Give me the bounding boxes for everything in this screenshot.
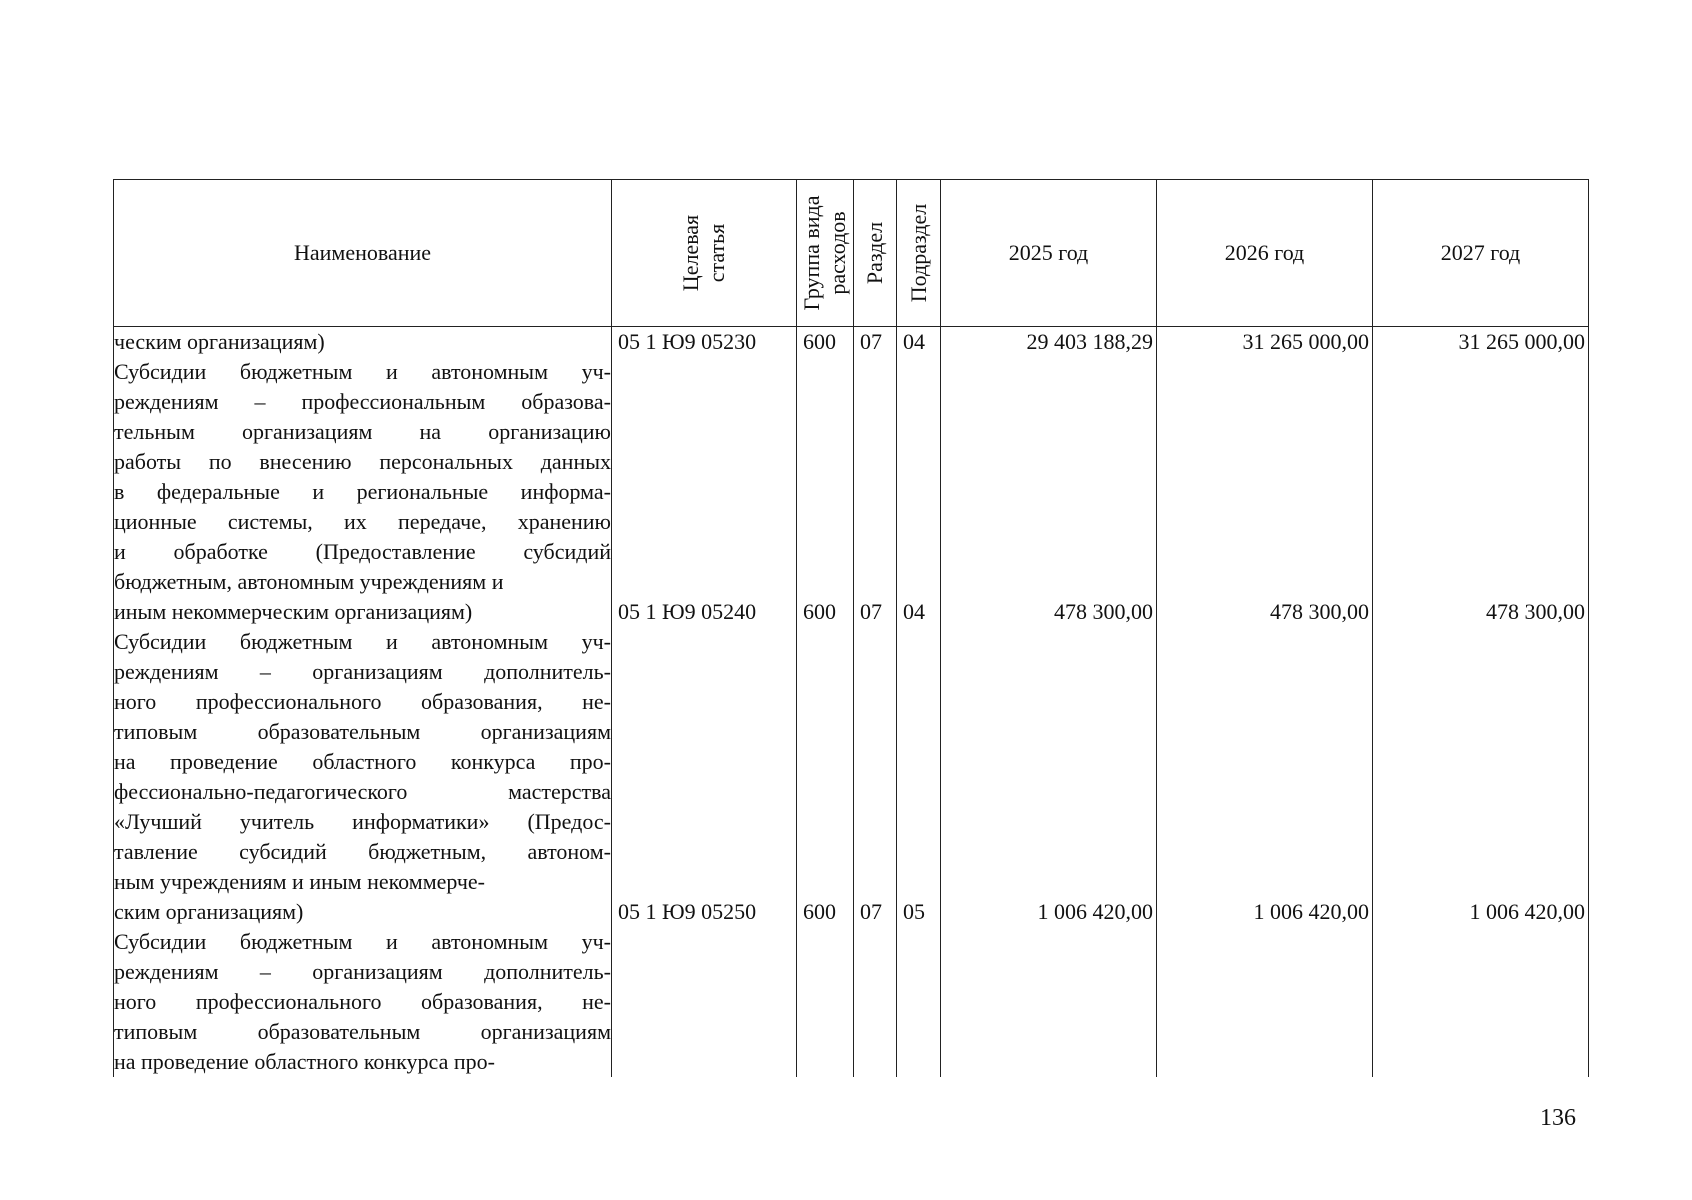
header-target-article <box>612 180 797 327</box>
cell-expense-group-row-3: 600 <box>803 899 836 924</box>
description-line: Субсидии бюджетным и автономным уч- <box>114 929 611 954</box>
budget-table-container <box>113 179 1588 1079</box>
header-target-article-line1: Целевая <box>678 214 703 292</box>
section-column <box>854 327 897 1078</box>
year-2025-column <box>941 327 1157 1078</box>
description-line: реждениям – профессиональным образова- <box>114 389 611 414</box>
header-expense-group-line1: Группа вида <box>799 195 824 311</box>
description-line: реждениям – организациям дополнитель- <box>114 959 611 984</box>
target-article-column <box>612 327 797 1078</box>
table-body-row <box>114 327 1589 1078</box>
header-subsection-label: Подраздел <box>905 203 931 303</box>
description-line: ного профессионального образования, не- <box>114 989 611 1014</box>
description-line: ским организациям) <box>114 899 304 924</box>
expense-group-column <box>797 327 854 1078</box>
description-line: бюджетным, автономным учреждениям и <box>114 569 504 594</box>
cell-y2025-row-2: 478 300,00 <box>1054 599 1153 624</box>
description-line: в федеральные и региональные информа- <box>114 479 611 504</box>
cell-y2027-row-2: 478 300,00 <box>1486 599 1585 624</box>
cell-y2027-row-3: 1 006 420,00 <box>1469 899 1585 924</box>
description-line: на проведение областного конкурса про- <box>114 749 611 774</box>
cell-expense-group-row-1: 600 <box>803 329 836 354</box>
header-target-article-line2: статья <box>704 223 729 283</box>
cell-section-row-2: 07 <box>860 599 882 624</box>
description-line: Субсидии бюджетным и автономным уч- <box>114 629 611 654</box>
cell-section-row-1: 07 <box>860 329 882 354</box>
header-section-label: Раздел <box>862 221 887 285</box>
table-header-row <box>114 180 1589 327</box>
header-expense-group <box>797 180 854 327</box>
cell-y2026-row-3: 1 006 420,00 <box>1253 899 1369 924</box>
cell-target-article-row-2: 05 1 Ю9 05240 <box>618 599 757 624</box>
header-year-2025: 2025 год <box>941 180 1157 327</box>
header-year-2027: 2027 год <box>1373 180 1589 327</box>
description-cell <box>114 327 612 1078</box>
description-line: тавление субсидий бюджетным, автоном- <box>114 839 611 864</box>
cell-y2025-row-1: 29 403 188,29 <box>1026 329 1153 354</box>
budget-table <box>113 179 1589 1077</box>
cell-section-row-3: 07 <box>860 899 882 924</box>
header-section <box>854 180 897 327</box>
cell-subsection-row-3: 05 <box>903 899 925 924</box>
description-line: иным некоммерческим организациям) <box>114 599 473 624</box>
subsection-column <box>897 327 941 1078</box>
description-line: типовым образовательным организациям <box>114 719 611 744</box>
cell-y2025-row-3: 1 006 420,00 <box>1037 899 1153 924</box>
page-number: 136 <box>1540 1105 1576 1131</box>
description-line: реждениям – организациям дополнитель- <box>114 659 611 684</box>
description-line: работы по внесению персональных данных <box>114 449 611 474</box>
header-expense-group-line2: расходов <box>825 211 850 295</box>
description-line: ным учреждениям и иным некоммерче- <box>114 869 485 894</box>
description-line: ционные системы, их передаче, хранению <box>114 509 611 534</box>
cell-target-article-row-3: 05 1 Ю9 05250 <box>618 899 757 924</box>
header-year-2026: 2026 год <box>1157 180 1373 327</box>
cell-target-article-row-1: 05 1 Ю9 05230 <box>618 329 757 354</box>
cell-y2026-row-2: 478 300,00 <box>1270 599 1369 624</box>
header-subsection <box>897 180 941 327</box>
year-2027-column <box>1373 327 1589 1078</box>
cell-expense-group-row-2: 600 <box>803 599 836 624</box>
description-line: Субсидии бюджетным и автономным уч- <box>114 359 611 384</box>
description-line: ческим организациям) <box>114 329 325 354</box>
description-line: фессионально-педагогического мастерства <box>114 779 611 804</box>
cell-y2027-row-1: 31 265 000,00 <box>1458 329 1585 354</box>
header-name: Наименование <box>114 180 612 327</box>
description-line: ного профессионального образования, не- <box>114 689 611 714</box>
cell-subsection-row-1: 04 <box>903 329 925 354</box>
cell-subsection-row-2: 04 <box>903 599 925 624</box>
description-line: на проведение областного конкурса про- <box>114 1049 495 1074</box>
description-line: типовым образовательным организациям <box>114 1019 611 1044</box>
cell-y2026-row-1: 31 265 000,00 <box>1242 329 1369 354</box>
description-line: «Лучший учитель информатики» (Предос- <box>114 809 611 834</box>
description-line: тельным организациям на организацию <box>114 419 611 444</box>
description-line: и обработке (Предоставление субсидий <box>114 539 611 564</box>
year-2026-column <box>1157 327 1373 1078</box>
